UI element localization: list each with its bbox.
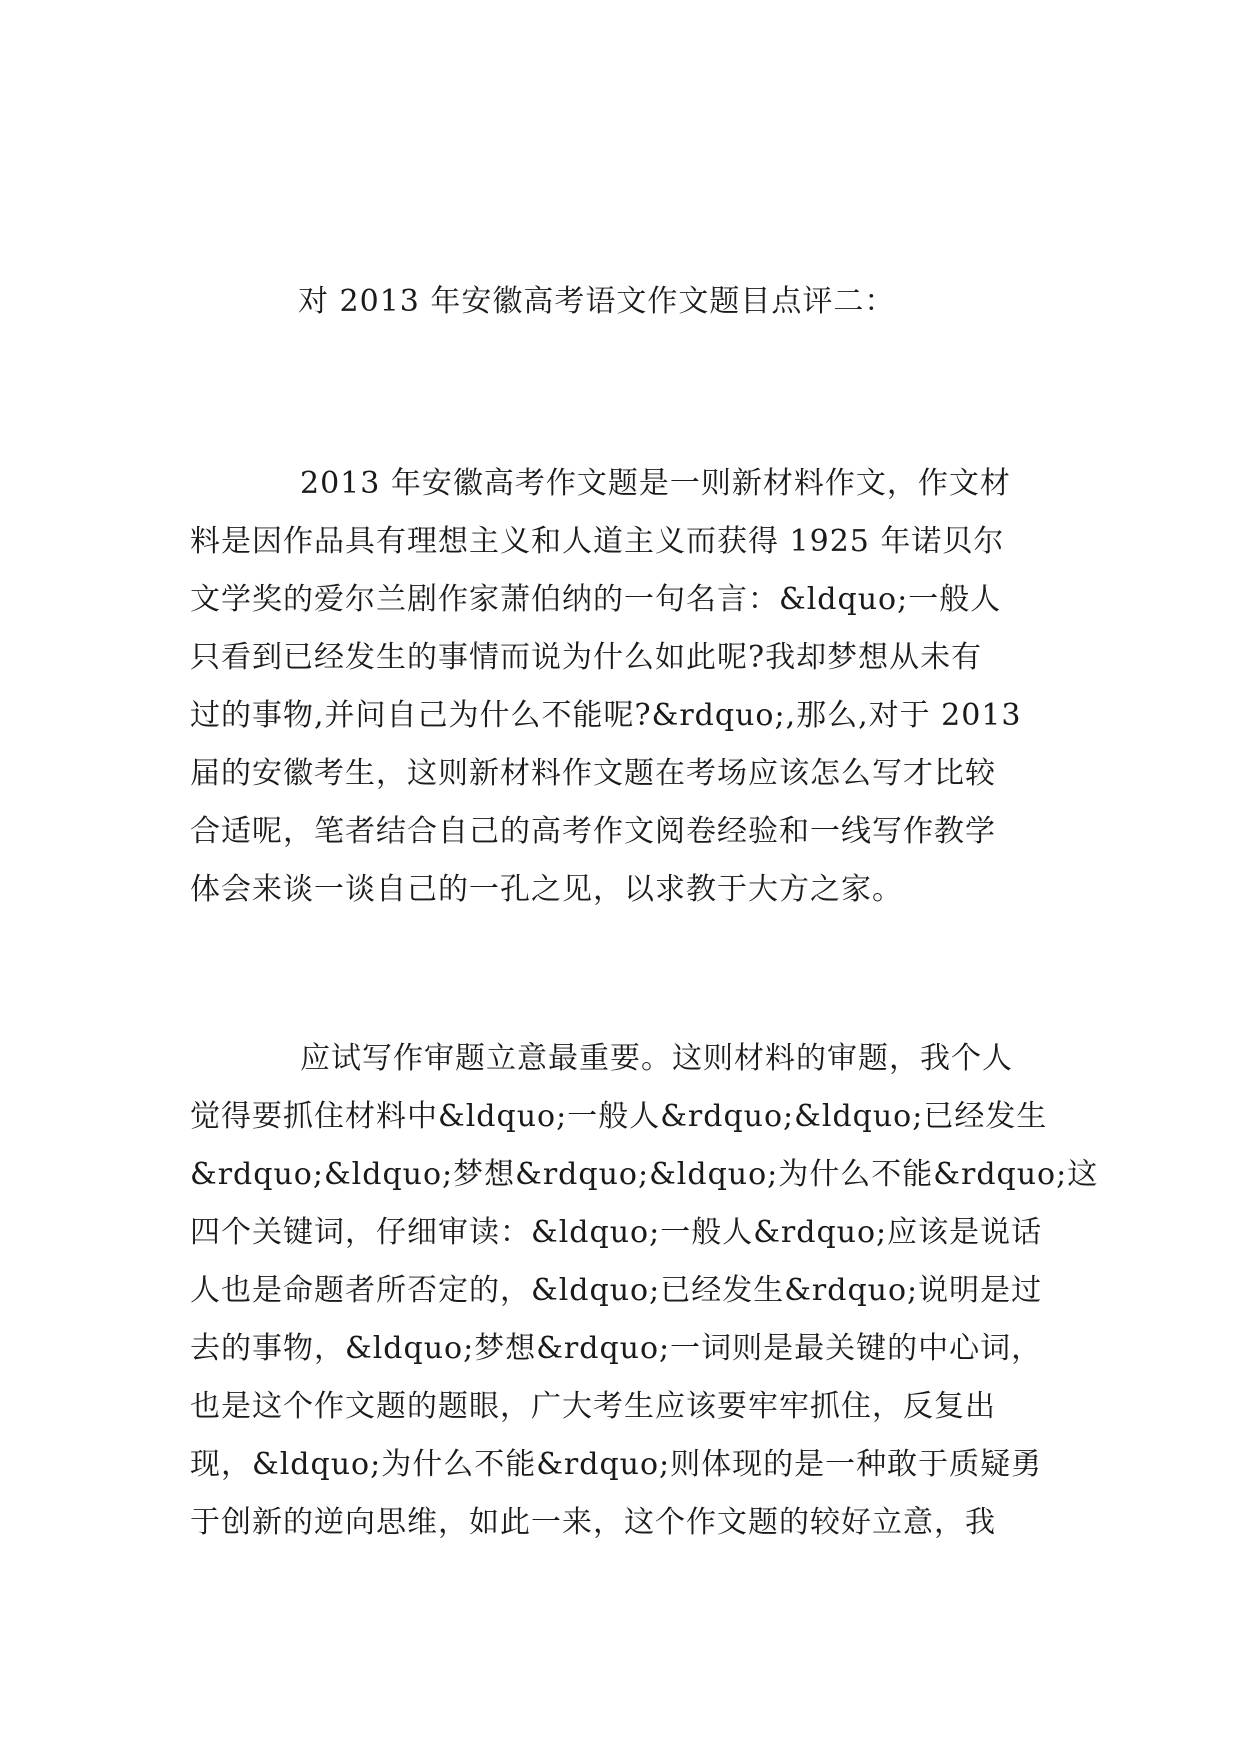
paragraph-intro [190, 455, 1050, 919]
paragraph-line: 体会来谈一谈自己的一孔之见，以求教于大方之家。 [190, 872, 903, 907]
paragraph-line: 现，&ldquo;为什么不能&rdquo;则体现的是一种敢于质疑勇 [190, 1447, 1043, 1482]
paragraph-line: 应试写作审题立意最重要。这则材料的审题，我个人 [300, 1041, 1013, 1076]
paragraph-line: 觉得要抓住材料中&ldquo;一般人&rdquo;&ldquo;已经发生 [190, 1099, 1048, 1134]
paragraph-line: 四个关键词，仔细审读：&ldquo;一般人&rdquo;应该是说话 [190, 1215, 1043, 1250]
paragraph-line: 于创新的逆向思维，如此一来，这个作文题的较好立意，我 [190, 1505, 996, 1540]
paragraph-line: &rdquo;&ldquo;梦想&rdquo;&ldquo;为什么不能&rdquo;这 [190, 1157, 1099, 1192]
paragraph-line: 也是这个作文题的题眼，广大考生应该要牢牢抓住，反复出 [190, 1389, 996, 1424]
paragraph-line: 去的事物，&ldquo;梦想&rdquo;一词则是最关键的中心词， [190, 1331, 1043, 1366]
paragraph-line: 文学奖的爱尔兰剧作家萧伯纳的一句名言：&ldquo;一般人 [190, 582, 1002, 617]
paragraph-line: 只看到已经发生的事情而说为什么如此呢?我却梦想从未有 [190, 640, 983, 675]
document-title: 对 2013 年安徽高考语文作文题目点评二： [298, 284, 896, 319]
paragraph-line: 合适呢，笔者结合自己的高考作文阅卷经验和一线写作教学 [190, 814, 996, 849]
paragraph-line: 人也是命题者所否定的，&ldquo;已经发生&rdquo;说明是过 [190, 1273, 1043, 1308]
paragraph-analysis [190, 1030, 1099, 1552]
paragraph-line: 过的事物,并问自己为什么不能呢?&rdquo;,那么,对于 2013 [190, 698, 1022, 733]
paragraph-line: 2013 年安徽高考作文题是一则新材料作文，作文材 [300, 466, 1011, 501]
paragraph-line: 料是因作品具有理想主义和人道主义而获得 1925 年诺贝尔 [190, 524, 1005, 559]
paragraph-line: 届的安徽考生，这则新材料作文题在考场应该怎么写才比较 [190, 756, 996, 791]
